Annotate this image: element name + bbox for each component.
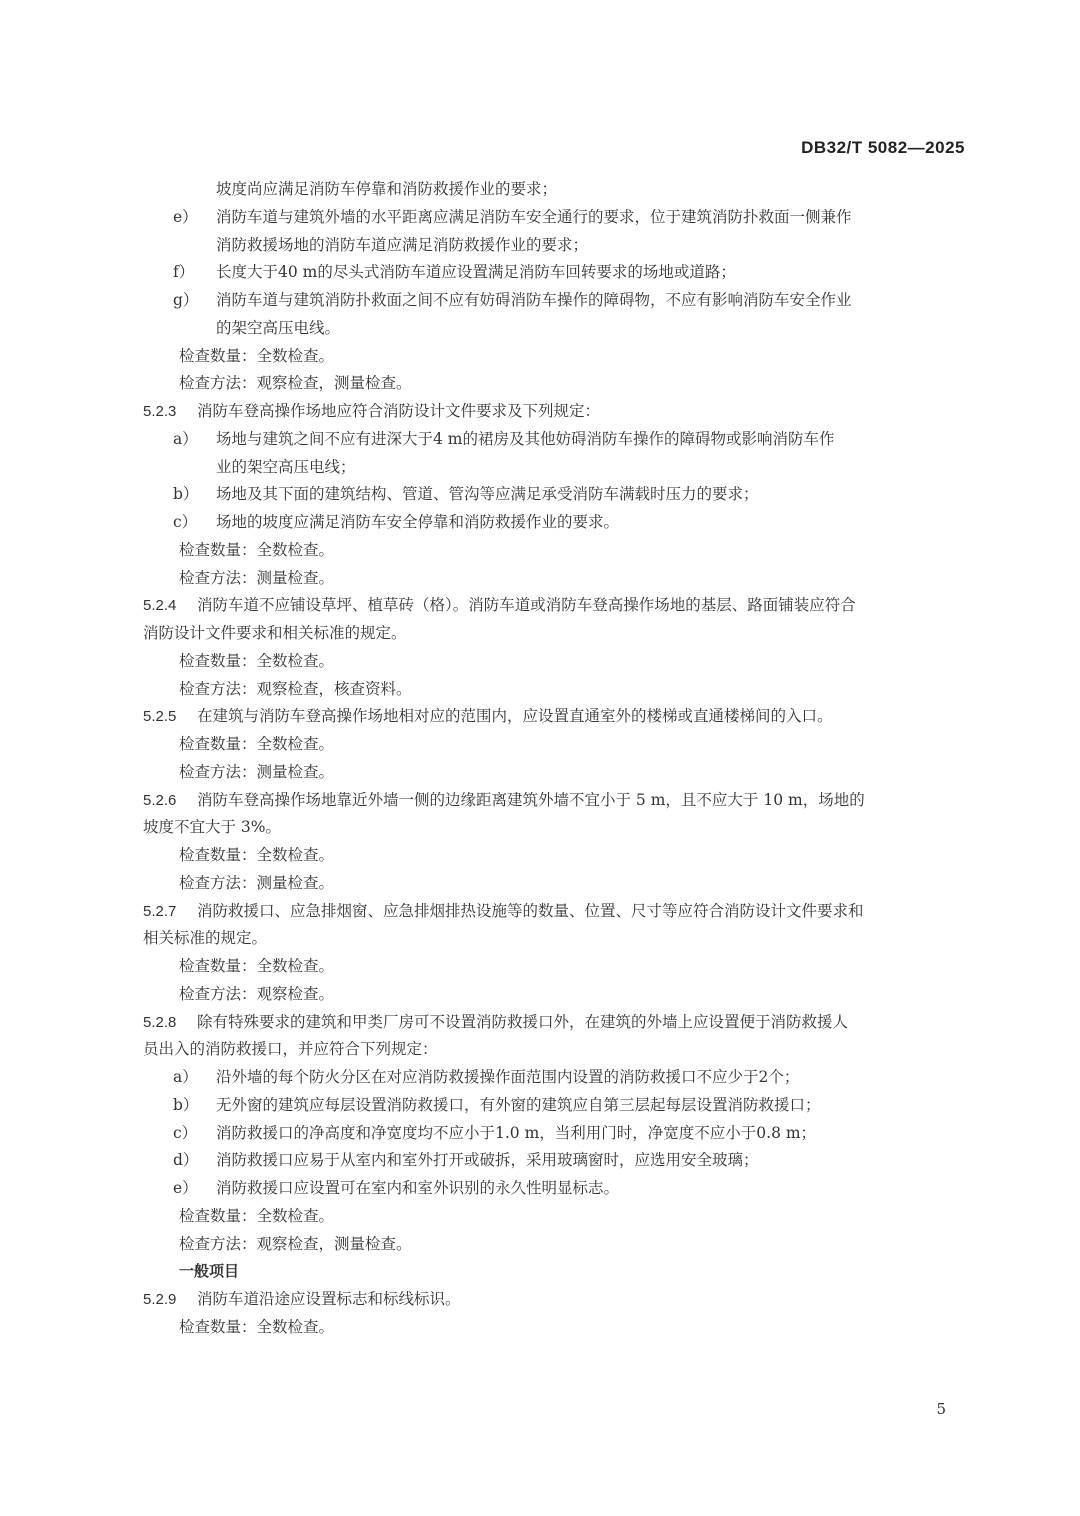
clause-number: 5.2.4	[143, 597, 177, 615]
inspection-line: 检查方法：观察检查，测量检查。	[179, 374, 412, 393]
clause-number: 5.2.5	[143, 708, 177, 726]
clause-continuation-line: 消防设计文件要求和相关标准的规定。	[143, 624, 407, 642]
continuation-line: 的架空高压电线。	[216, 318, 341, 337]
clause-number: 5.2.7	[143, 902, 177, 920]
continuation-line: 坡度尚应满足消防车停靠和消防救援作业的要求；	[216, 180, 558, 198]
list-item-text: 消防救援口应易于从室内和室外打开或破拆，采用玻璃窗时，应选用安全玻璃；	[216, 1151, 759, 1170]
clause-line	[143, 592, 965, 620]
inspection-line: 检查数量：全数检查。	[179, 346, 335, 365]
page-number: 5	[936, 1400, 946, 1418]
inspection-line: 检查数量：全数检查。	[179, 651, 335, 670]
list-item-text: 沿外墙的每个防火分区在对应消防救援操作面范围内设置的消防救援口不应少于2个；	[216, 1068, 800, 1086]
list-item	[143, 481, 965, 509]
list-item	[143, 1064, 965, 1092]
clause-number: 5.2.8	[143, 1013, 177, 1031]
clause-line	[143, 1009, 965, 1037]
list-item-marker: e）	[173, 207, 198, 226]
clause-line	[143, 787, 965, 815]
list-item-marker: a）	[173, 429, 198, 448]
clause-line	[143, 398, 965, 426]
inspection-line: 检查数量：全数检查。	[179, 1206, 335, 1225]
list-item-marker: e）	[173, 1179, 198, 1197]
list-item-marker: g）	[173, 291, 199, 309]
continuation-line: 消防救援场地的消防车道应满足消防救援作业的要求；	[216, 235, 589, 254]
clause-continuation-line: 坡度不宜大于 3%。	[143, 818, 282, 837]
clause-number: 5.2.9	[143, 1291, 177, 1308]
clause-text: 除有特殊要求的建筑和甲类厂房可不设置消防救援口外，在建筑的外墙上应设置便于消防救援人	[197, 1012, 849, 1031]
list-item	[143, 509, 965, 537]
clause-text: 消防车道不应铺设草坪、植草砖（格）。消防车道或消防车登高操作场地的基层、路面铺装应符合	[197, 596, 856, 615]
list-item-text: 场地及其下面的建筑结构、管道、管沟等应满足承受消防车满载时压力的要求；	[216, 485, 759, 504]
inspection-line: 检查数量：全数检查。	[179, 1317, 335, 1336]
inspection-line: 检查数量：全数检查。	[179, 735, 335, 753]
list-item-text: 场地的坡度应满足消防车安全停靠和消防救援作业的要求。	[216, 513, 620, 531]
clause-number: 5.2.6	[143, 791, 177, 809]
inspection-line: 检查方法：测量检查。	[179, 762, 335, 781]
inspection-line: 检查数量：全数检查。	[179, 846, 335, 864]
clause-text: 消防救援口、应急排烟窗、应急排烟排热设施等的数量、位置、尺寸等应符合消防设计文件要求和	[197, 901, 864, 920]
list-item-marker: a）	[173, 1068, 198, 1086]
clause-text: 在建筑与消防车登高操作场地相对应的范围内，应设置直通室外的楼梯或直通楼梯间的入口。	[197, 707, 833, 726]
clause-line	[143, 898, 965, 926]
clause-line	[143, 703, 965, 731]
inspection-line: 检查方法：观察检查，核查资料。	[179, 679, 412, 698]
list-item-marker: f）	[173, 263, 195, 282]
inspection-line: 检查方法：观察检查，测量检查。	[179, 1234, 412, 1253]
section-heading: 一般项目	[179, 1262, 240, 1281]
list-item-text: 场地与建筑之间不应有进深大于4 m的裙房及其他妨碍消防车操作的障碍物或影响消防车作	[216, 429, 835, 448]
list-item-text: 消防救援口应设置可在室内和室外识别的永久性明显标志。	[216, 1179, 620, 1197]
inspection-line: 检查方法：测量检查。	[179, 873, 335, 892]
list-item	[143, 1147, 965, 1175]
clause-number: 5.2.3	[143, 403, 177, 420]
list-item-text: 消防车道与建筑外墙的水平距离应满足消防车安全通行的要求，位于建筑消防扑救面一侧兼作	[216, 207, 852, 226]
continuation-line: 业的架空高压电线；	[216, 457, 356, 476]
list-item	[143, 426, 965, 454]
list-item-text: 消防车道与建筑消防扑救面之间不应有妨碍消防车操作的障碍物，不应有影响消防车安全作业	[216, 291, 852, 309]
inspection-line: 检查数量：全数检查。	[179, 957, 335, 975]
list-item	[143, 1175, 965, 1203]
list-item-text: 无外窗的建筑应每层设置消防救援口，有外窗的建筑应自第三层起每层设置消防救援口；	[216, 1095, 821, 1114]
list-item	[143, 259, 965, 287]
list-item	[143, 204, 965, 232]
list-item-marker: b）	[173, 1095, 199, 1114]
list-item	[143, 1092, 965, 1120]
list-item-marker: c）	[173, 513, 198, 531]
clause-text: 消防车道沿途应设置标志和标线标识。	[197, 1290, 461, 1308]
document-body	[143, 176, 965, 1342]
inspection-line: 检查方法：测量检查。	[179, 568, 335, 587]
list-item	[143, 287, 965, 315]
clause-text: 消防车登高操作场地靠近外墙一侧的边缘距离建筑外墙不宜小于 5 m，且不应大于 10 m，场地的	[197, 790, 865, 809]
clause-continuation-line: 员出入的消防救援口，并应符合下列规定：	[143, 1040, 438, 1059]
inspection-line: 检查数量：全数检查。	[179, 540, 335, 559]
list-item-marker: d）	[173, 1151, 199, 1170]
list-item-text: 长度大于40 m的尽头式消防车道应设置满足消防车回转要求的场地或道路；	[216, 263, 736, 282]
clause-continuation-line: 相关标准的规定。	[143, 929, 268, 948]
inspection-line: 检查方法：观察检查。	[179, 984, 335, 1003]
list-item	[143, 1120, 965, 1148]
list-item-marker: b）	[173, 485, 199, 504]
clause-text: 消防车登高操作场地应符合消防设计文件要求及下列规定：	[197, 402, 601, 420]
list-item-marker: c）	[173, 1123, 198, 1142]
clause-line	[143, 1286, 965, 1314]
document-code: DB32/T 5082—2025	[801, 138, 965, 157]
list-item-text: 消防救援口的净高度和净宽度均不应小于1.0 m，当利用门时，净宽度不应小于0.8 m；	[216, 1123, 817, 1142]
